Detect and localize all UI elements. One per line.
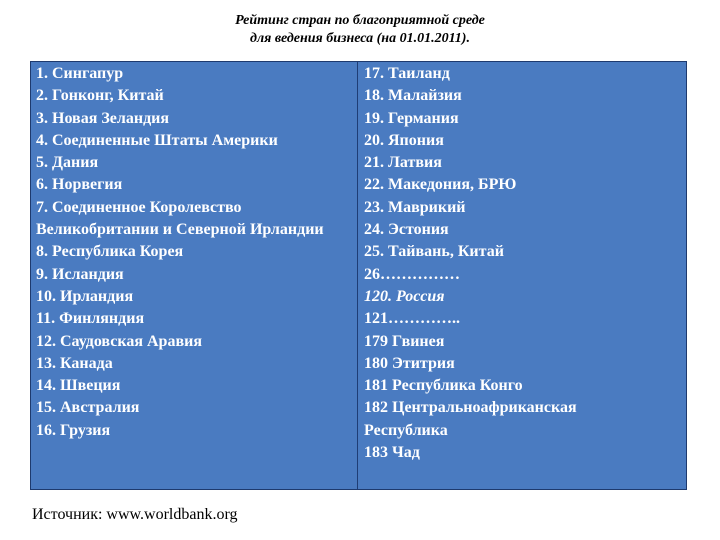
- list-item: 10. Ирландия: [36, 287, 134, 305]
- source-note: Источник: www.worldbank.org: [32, 506, 238, 523]
- list-item-russia: 120. Россия: [364, 287, 445, 305]
- list-item: 17. Таиланд: [364, 65, 450, 82]
- list-item: 20. Япония: [364, 131, 444, 149]
- title-line-1: Рейтинг стран по благоприятной среде: [235, 13, 485, 28]
- list-item: 13. Канада: [36, 354, 113, 372]
- list-item: 181 Республика Конго: [364, 377, 523, 395]
- list-item: 24. Эстония: [364, 221, 449, 239]
- list-item: 25. Тайвань, Китай: [364, 243, 504, 261]
- list-item: 9. Исландия: [36, 265, 124, 283]
- list-item: 2. Гонконг, Китай: [36, 87, 164, 105]
- ranking-column-left: [31, 62, 358, 489]
- list-item: 23. Маврикий: [364, 198, 466, 216]
- title-line-2: для ведения бизнеса (на 01.01.2011).: [250, 31, 470, 46]
- list-item: 7. Соединенное Королевство Великобритании и Северной Ирландии: [36, 198, 324, 239]
- ranking-column-right: [358, 62, 686, 489]
- list-item: 8. Республика Корея: [36, 243, 184, 261]
- list-item: 182 Центральноафриканская Республика: [364, 399, 577, 439]
- list-item: 6. Норвегия: [36, 176, 123, 194]
- list-item: 5. Дания: [36, 154, 99, 172]
- list-item: 1. Сингапур: [36, 65, 124, 82]
- list-item: 22. Македония, БРЮ: [364, 176, 517, 194]
- list-item: 15. Австралия: [36, 399, 140, 417]
- slide-title: [0, 12, 720, 48]
- list-item: 121…………..: [364, 310, 460, 328]
- list-item: 21. Латвия: [364, 154, 442, 172]
- list-item: 16. Грузия: [36, 421, 111, 439]
- list-item: 11. Финляндия: [36, 310, 145, 328]
- list-item: 19. Германия: [364, 109, 459, 127]
- list-item: 12. Саудовская Аравия: [36, 332, 202, 350]
- list-item: 3. Новая Зеландия: [36, 109, 170, 127]
- list-item: 179 Гвинея: [364, 332, 445, 350]
- list-item: 14. Швеция: [36, 377, 121, 395]
- list-item: 18. Малайзия: [364, 87, 462, 105]
- list-item: 4. Соединенные Штаты Америки: [36, 131, 278, 149]
- ranking-table: [30, 61, 687, 490]
- list-item: 26……………: [364, 265, 460, 283]
- list-item: 183 Чад: [364, 444, 420, 462]
- list-item: 180 Этитрия: [364, 354, 455, 372]
